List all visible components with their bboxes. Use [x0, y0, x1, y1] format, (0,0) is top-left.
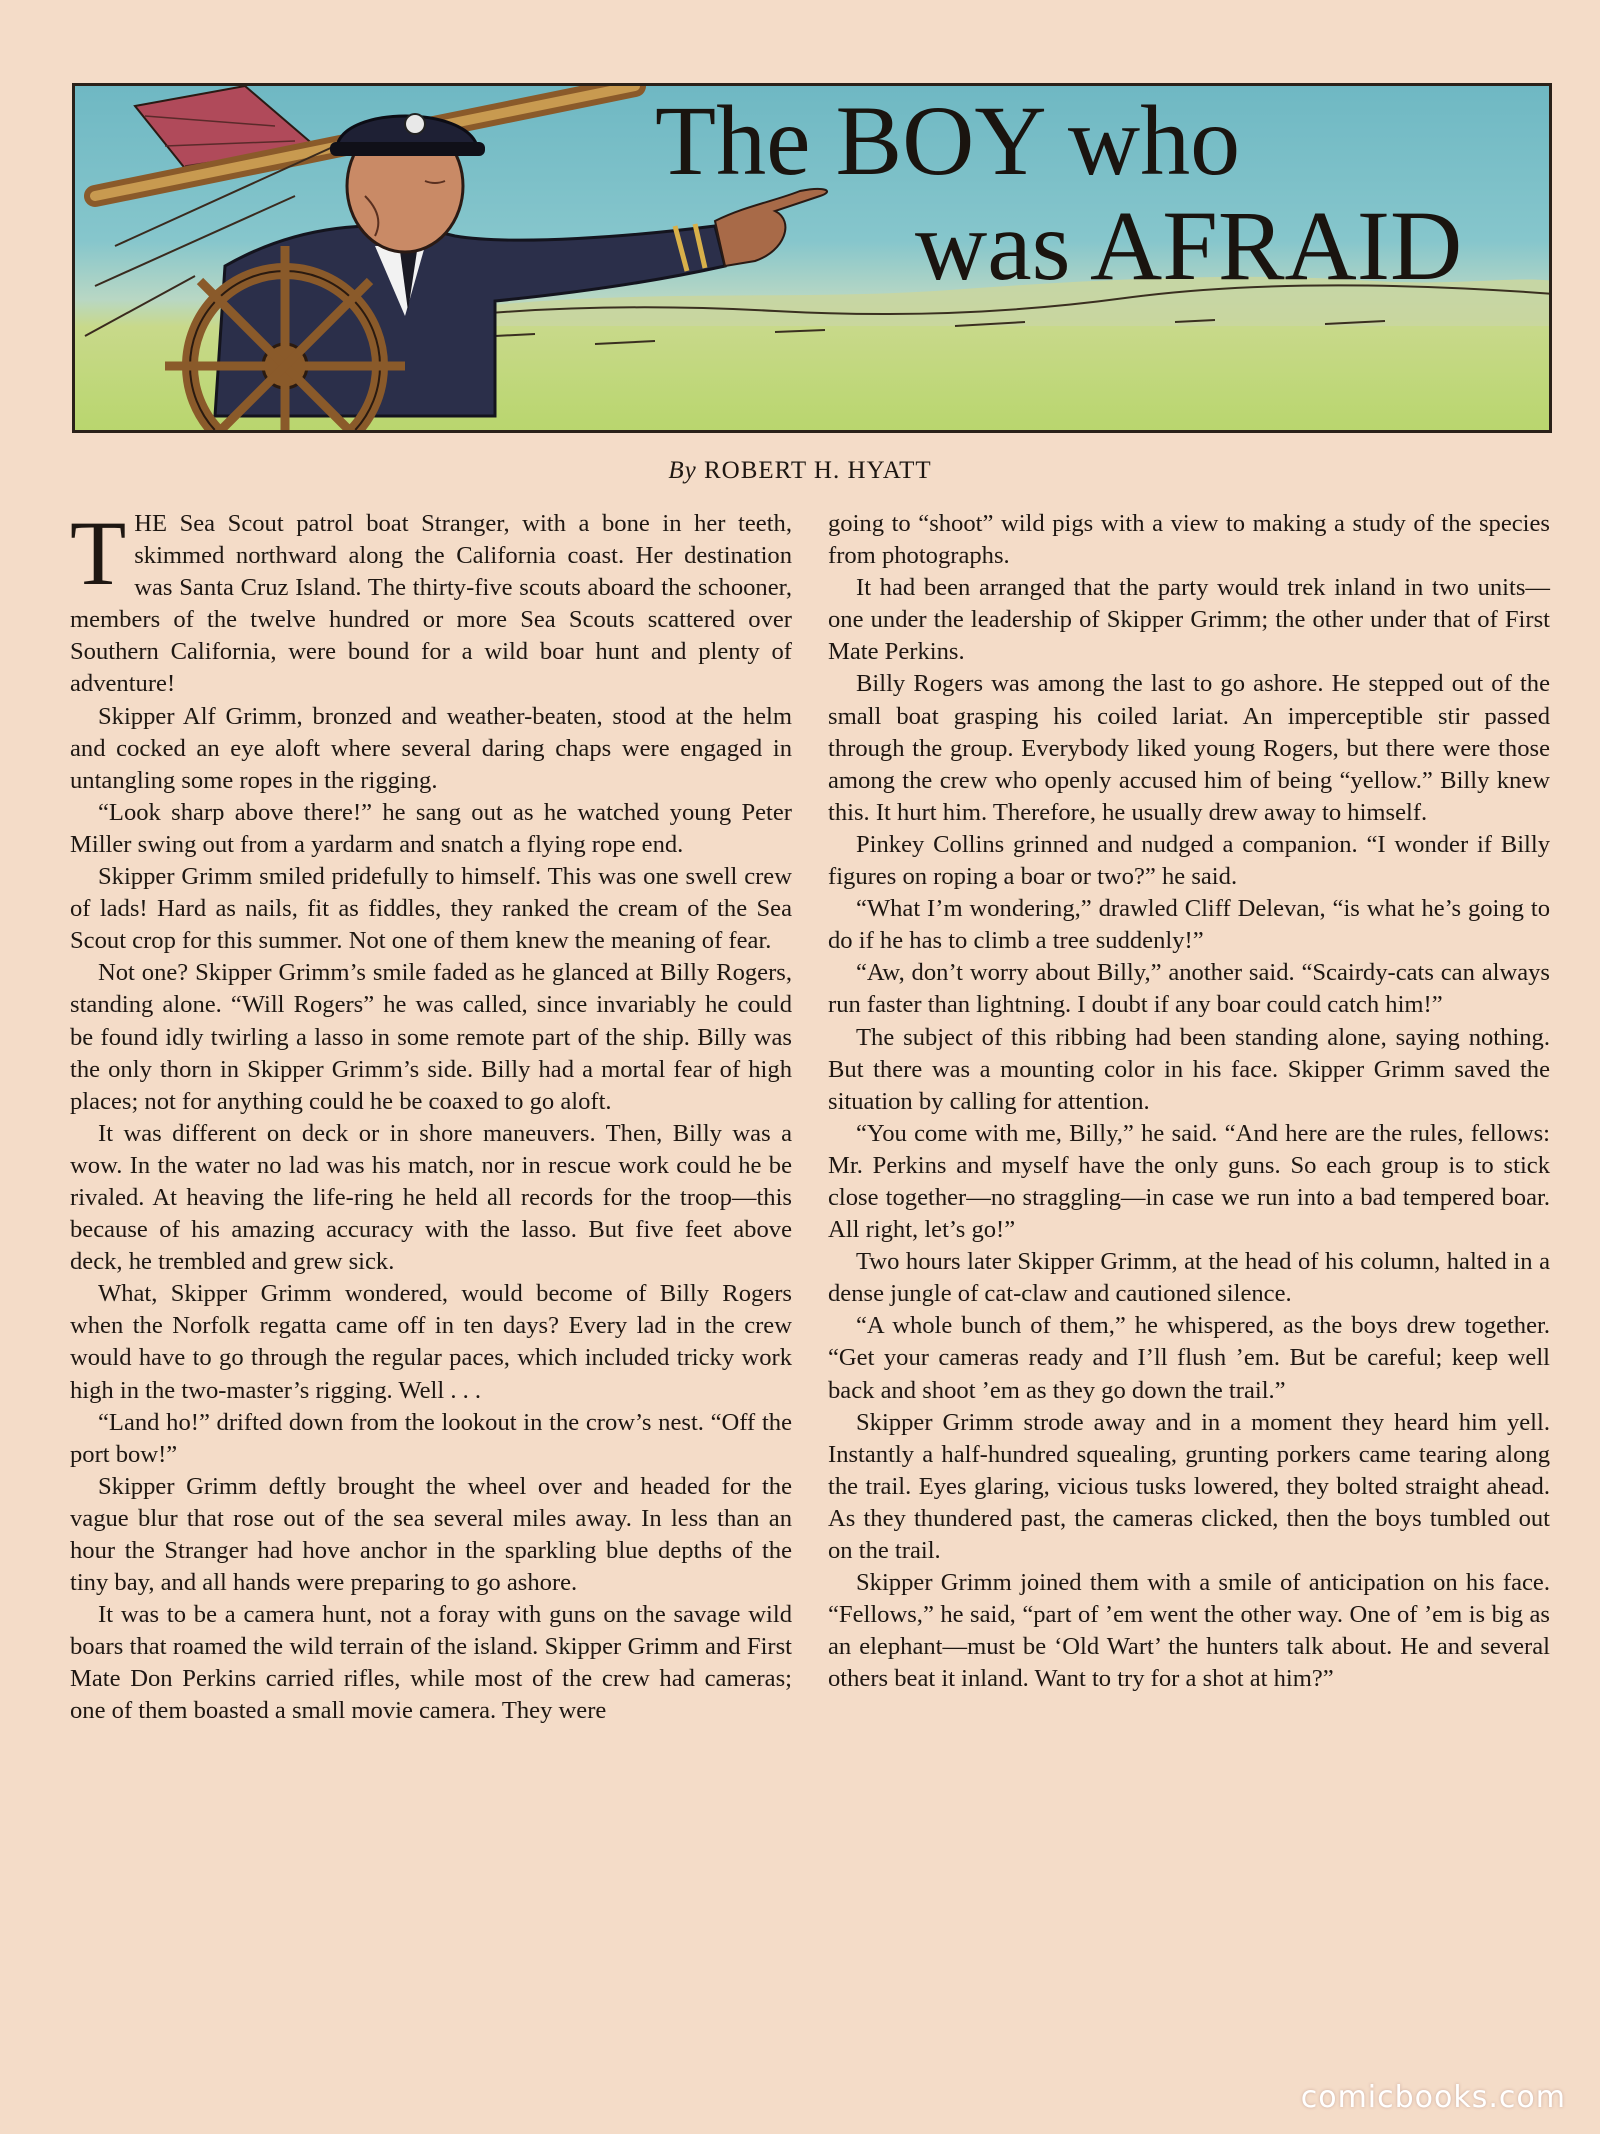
title-line-2: was AFRAID [915, 190, 1463, 301]
byline-author: ROBERT H. HYATT [703, 457, 932, 484]
paragraph: Skipper Grimm deftly brought the wheel over and headed for the vague blur that rose out of the sea several miles away. In less than an hour the Stranger had hove anchor in the sparkling blue depths of the tiny bay, and all hands were preparing to go ashore. [70, 1472, 792, 1597]
paragraph: going to “shoot” wild pigs with a view to making a study of the species from photographs. [828, 510, 1550, 570]
paragraph: Pinkey Collins grinned and nudged a companion. “I wonder if Billy figures on roping a boar or two?” he said. [828, 830, 1550, 891]
byline [0, 457, 1600, 485]
byline-by: By [668, 457, 697, 484]
paragraph: Skipper Grimm strode away and in a moment they heard him yell. Instantly a half-hundred squealing, grunting porkers came tearing along the trail. Eyes glaring, vicious tusks lowered, they bolted straight ahead. As they thundered past, the cameras clicked, then the boys tumbled out on the trail. [828, 1408, 1550, 1564]
paragraph: What, Skipper Grimm wondered, would become of Billy Rogers when the Norfolk regatta came off in ten days? Every lad in the crew would have to go through the regular paces, which included tricky work high in the two-master’s rigging. Well . . . [70, 1280, 792, 1404]
paragraph: Skipper Alf Grimm, bronzed and weather-beaten, stood at the helm and cocked an eye aloft where several daring chaps were engaged in untangling some ropes in the rigging. [70, 702, 792, 794]
title-line-1: The BOY who [655, 85, 1241, 196]
article-column-left [70, 502, 792, 1728]
title-illustration [72, 83, 1552, 433]
paragraph: “Look sharp above there!” he sang out as he watched young Peter Miller swing out from a yardarm and snatch a flying rope end. [70, 798, 792, 858]
paragraph: Not one? Skipper Grimm’s smile faded as he glanced at Billy Rogers, standing alone. “Will Rogers” he was called, since invariably he could be found idly twirling a lasso in some remote part of the ship. Billy was the only thorn in Skipper Grimm’s side. Billy had a mortal fear of high places; not for anything could he be coaxed to go aloft. [70, 959, 792, 1115]
paragraph: Billy Rogers was among the last to go ashore. He stepped out of the small boat grasping his coiled lariat. An imperceptible stir passed through the group. Everybody liked young Rogers, but there were those among the crew who openly accused him of being “yellow.” Billy knew this. It hurt him. Therefore, he usually drew away to himself. [828, 670, 1550, 826]
paragraph: THE Sea Scout patrol boat Stranger, with a bone in her teeth, skimmed northward along the California coast. Her destination was Santa Cruz Island. The thirty-five scouts aboard the schooner, members of the twelve hundred or more Sea Scouts scattered over Southern California, were bound for a wild boar hunt and plenty of adventure! [70, 502, 792, 698]
article-column-right [828, 508, 1550, 1695]
drop-cap: T [70, 502, 127, 604]
paragraph: “You come with me, Billy,” he said. “And here are the rules, fellows: Mr. Perkins and myself have the only guns. So each group is to stick close together—no straggling—in case we run into a bad tempered boar. All right, let’s go!” [828, 1119, 1550, 1244]
paragraph: It was different on deck or in shore maneuvers. Then, Billy was a wow. In the water no lad was his match, nor in rescue work could he be rivaled. At heaving the life-ring he held all records for the troop—this because of his amazing accuracy with the lasso. But five feet above deck, he trembled and grew sick. [70, 1119, 792, 1276]
paragraph: “A whole bunch of them,” he whispered, as the boys drew together. “Get your cameras ready and I’ll flush ’em. But be careful; keep well back and shoot ’em as they go down the trail.” [828, 1312, 1550, 1404]
watermark: comicbooks.com [1300, 2080, 1566, 2115]
paragraph: It had been arranged that the party would trek inland in two units—one under the leadership of Skipper Grimm; the other under that of First Mate Perkins. [828, 574, 1550, 666]
paragraph: “Aw, don’t worry about Billy,” another said. “Scairdy-cats can always run faster than lightning. I doubt if any boar could catch him!” [828, 959, 1550, 1019]
paragraph: “What I’m wondering,” drawled Cliff Delevan, “is what he’s going to do if he has to climb a tree suddenly!” [828, 895, 1550, 955]
paragraph: “Land ho!” drifted down from the lookout in the crow’s nest. “Off the port bow!” [70, 1408, 792, 1468]
paragraph: Two hours later Skipper Grimm, at the head of his column, halted in a dense jungle of cat-claw and cautioned silence. [828, 1248, 1550, 1308]
paragraph: It was to be a camera hunt, not a foray with guns on the savage wild boars that roamed the wild terrain of the island. Skipper Grimm and First Mate Don Perkins carried rifles, while most of the crew had cameras; one of them boasted a small movie camera. They were [70, 1601, 792, 1725]
paragraph: Skipper Grimm smiled pridefully to himself. This was one swell crew of lads! Hard as nails, fit as fiddles, they ranked the cream of the Sea Scout crop for this summer. Not one of them knew the meaning of fear. [70, 863, 792, 955]
paragraph: The subject of this ribbing had been standing alone, saying nothing. But there was a mounting color in his face. Skipper Grimm saved the situation by calling for attention. [828, 1023, 1550, 1115]
paragraph: Skipper Grimm joined them with a smile of anticipation on his face. “Fellows,” he said, “part of ’em went the other way. One of ’em is big as an elephant—must be ‘Old Wart’ the hunters talk about. He and several others beat it inland. Want to try for a shot at him?” [828, 1569, 1550, 1693]
